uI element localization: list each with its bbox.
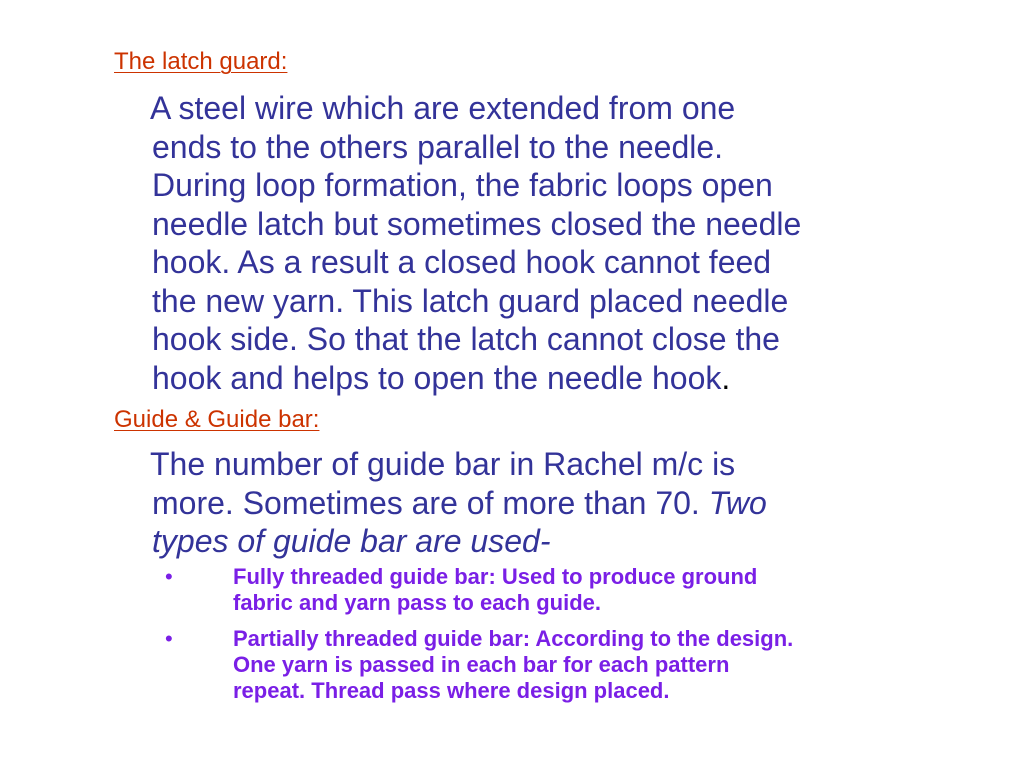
paragraph-line: A steel wire which are extended from one — [150, 90, 736, 126]
bullet-icon: • — [165, 564, 173, 589]
paragraph-line: hook side. So that the latch cannot close the — [152, 321, 780, 357]
guide-bar-paragraph — [152, 445, 767, 561]
paragraph-line-italic: types of guide bar are used- — [152, 523, 551, 559]
list-item-line: fabric and yarn pass to each guide. — [233, 590, 601, 615]
list-item-line: Partially threaded guide bar: According to the design. — [233, 626, 794, 651]
bullet-icon: • — [165, 626, 173, 651]
paragraph-line — [152, 484, 767, 523]
paragraph-line: the new yarn. This latch guard placed needle — [152, 282, 789, 319]
list-item-line: One yarn is passed in each bar for each pattern — [233, 652, 730, 677]
paragraph-line-text: hook and helps to open the needle hook — [152, 359, 722, 396]
list-item — [160, 626, 980, 704]
paragraph-period: . — [721, 359, 731, 396]
paragraph-line-last — [152, 359, 801, 398]
paragraph-line: During loop formation, the fabric loops open — [152, 167, 773, 203]
paragraph-line: hook. As a result a closed hook cannot feed — [152, 244, 772, 280]
paragraph-line: ends to the others parallel to the needle. — [152, 128, 724, 165]
latch-guard-paragraph — [152, 89, 801, 397]
paragraph-line: The number of guide bar in Rachel m/c is — [150, 446, 736, 482]
heading-latch-guard: The latch guard: — [114, 48, 288, 75]
list-item-line: Fully threaded guide bar: Used to produce ground — [233, 564, 758, 589]
guide-bar-types-list — [160, 564, 980, 714]
paragraph-line-italic: Two — [708, 484, 767, 521]
list-item — [160, 564, 980, 616]
heading-guide-bar: Guide & Guide bar: — [114, 406, 320, 433]
paragraph-line-plain: more. Sometimes are of more than 70. — [152, 484, 709, 521]
list-item-line: repeat. Thread pass where design placed. — [233, 678, 670, 703]
paragraph-line: needle latch but sometimes closed the needle — [152, 205, 802, 242]
